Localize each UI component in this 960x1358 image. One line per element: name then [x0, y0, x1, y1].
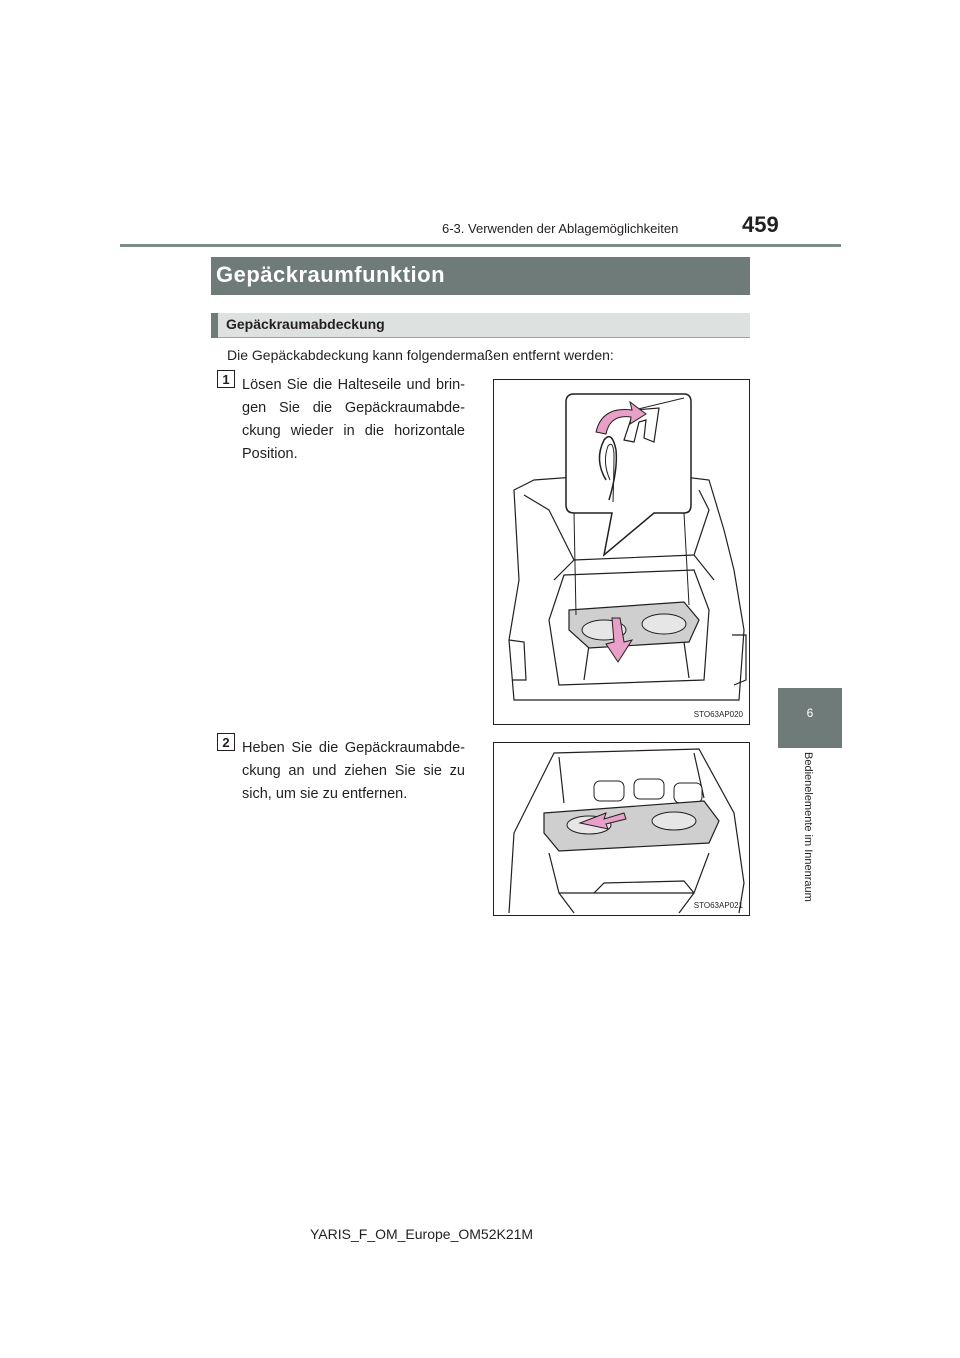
page-title: Gepäckraumfunktion	[216, 262, 446, 287]
subsection-title: Gepäckraumabdeckung	[226, 316, 385, 332]
step-2-number: 2	[217, 733, 235, 751]
step-1-text: Lösen Sie die Halteseile und bringen Sie die Gepäckraumabdeckung wieder in die horizontale Position.	[242, 377, 465, 462]
car-tailgate-illustration	[494, 380, 749, 724]
intro-text: Die Gepäckabdeckung kann folgendermaßen entfernt werden:	[227, 347, 614, 363]
figure-1-code: STO63AP020	[693, 710, 743, 719]
figure-release-cords	[493, 379, 750, 725]
chapter-label: Bedienelemente im Innenraum	[802, 752, 814, 902]
step-2-text: Heben Sie die Gepäckraumabdeckung an und ziehen Sie sie zu sich, um sie zu entfernen.	[242, 740, 465, 802]
step-1-number: 1	[217, 370, 235, 388]
header-section-title: 6-3. Verwenden der Ablagemöglichkeiten	[442, 221, 679, 236]
page-number: 459	[742, 212, 779, 237]
footer-doc-id: YARIS_F_OM_Europe_OM52K21M	[310, 1226, 534, 1242]
cargo-area-illustration	[494, 743, 749, 915]
chapter-number: 6	[806, 706, 814, 720]
subsection-accent	[211, 313, 218, 338]
figure-remove-cover	[493, 742, 750, 916]
figure-2-code: STO63AP021	[693, 901, 743, 910]
header-divider	[120, 244, 841, 247]
